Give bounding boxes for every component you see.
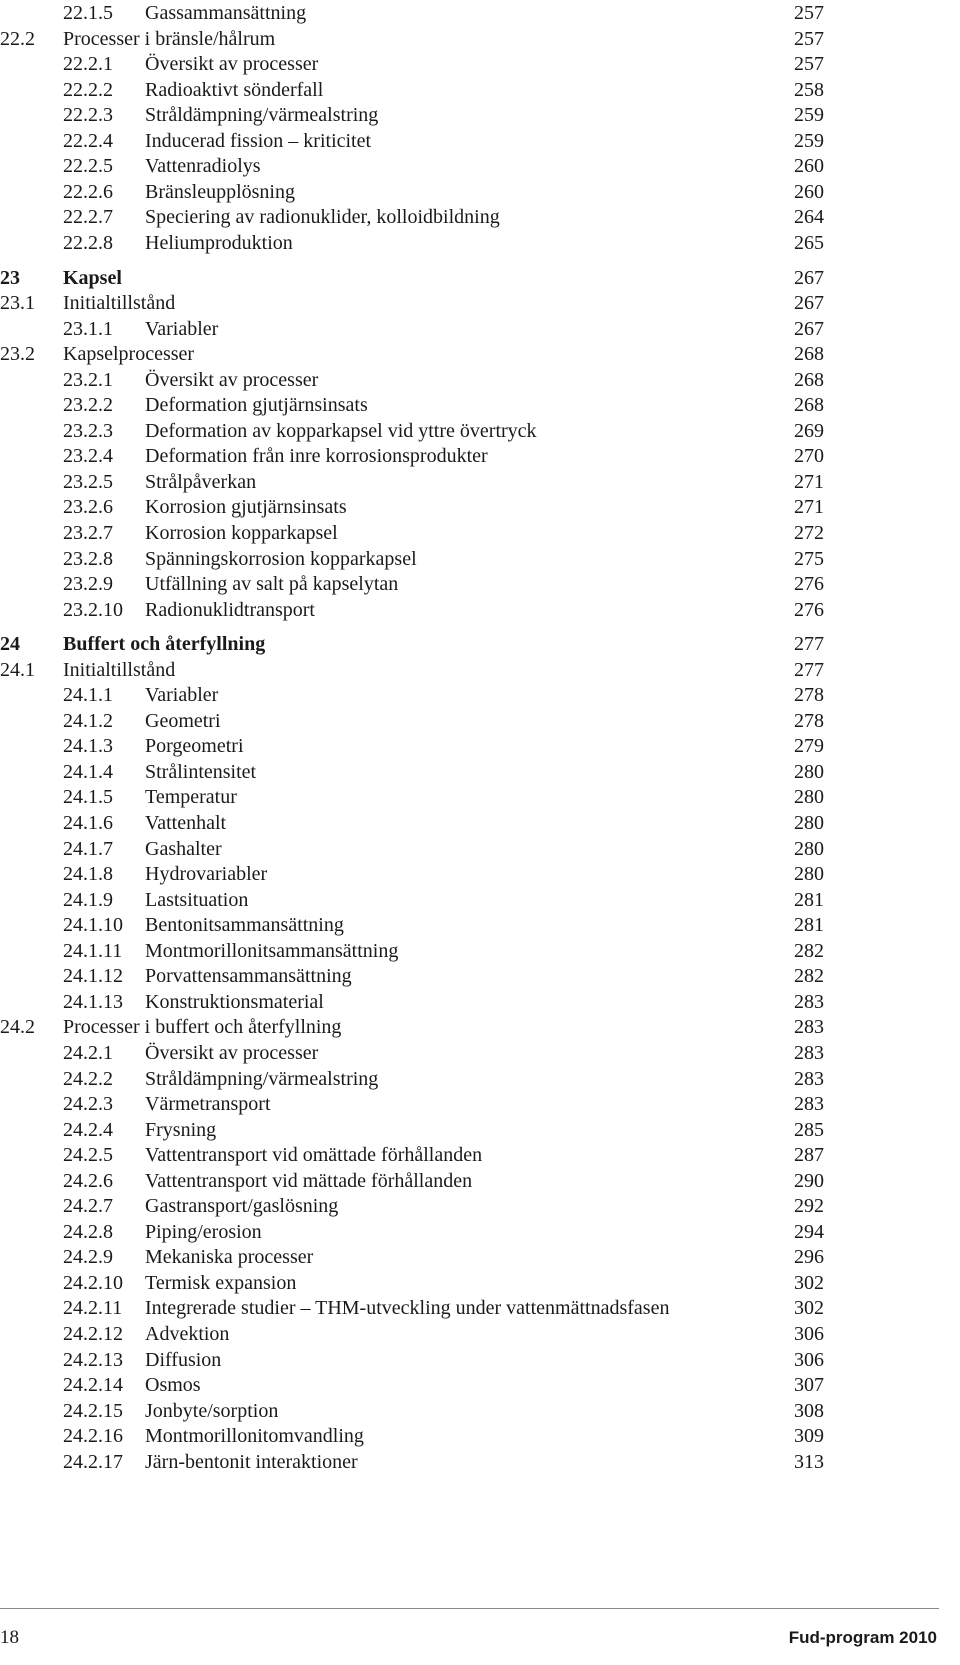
toc-entry-page: 277 bbox=[794, 633, 824, 655]
toc-entry-page: 283 bbox=[794, 991, 824, 1013]
toc-entry-title: Bränsleupplösning bbox=[145, 181, 295, 203]
toc-entry-page: 279 bbox=[794, 735, 824, 757]
toc-entry-number: 24.2.15 bbox=[63, 1400, 123, 1422]
toc-entry-number: 22.2.4 bbox=[63, 130, 113, 152]
toc-entry-title: Inducerad fission – kriticitet bbox=[145, 130, 372, 152]
toc-subsection-entry bbox=[0, 708, 960, 734]
toc-subsection-entry bbox=[0, 51, 960, 77]
toc-section-entry bbox=[0, 1014, 960, 1040]
toc-subsection-entry bbox=[0, 1219, 960, 1245]
toc-subsection-entry bbox=[0, 1117, 960, 1143]
toc-entry-page: 308 bbox=[794, 1400, 824, 1422]
toc-entry-title: Temperatur bbox=[145, 786, 237, 808]
toc-entry-page: 283 bbox=[794, 1093, 824, 1115]
toc-entry-number: 24.1.3 bbox=[63, 735, 113, 757]
toc-entry-page: 271 bbox=[794, 471, 824, 493]
toc-entry-number: 24.2.16 bbox=[63, 1425, 123, 1447]
toc-entry-title: Spänningskorrosion kopparkapsel bbox=[145, 548, 417, 570]
toc-entry-number: 24.2.1 bbox=[63, 1042, 113, 1064]
toc-entry-title: Radionuklidtransport bbox=[145, 599, 315, 621]
toc-subsection-entry bbox=[0, 153, 960, 179]
toc-entry-title: Vattenradiolys bbox=[145, 155, 261, 177]
toc-entry-page: 280 bbox=[794, 838, 824, 860]
toc-subsection-entry bbox=[0, 1372, 960, 1398]
toc-subsection-entry bbox=[0, 443, 960, 469]
toc-entry-number: 24.1.12 bbox=[63, 965, 123, 987]
toc-subsection-entry bbox=[0, 520, 960, 546]
toc-entry-number: 24.2.3 bbox=[63, 1093, 113, 1115]
toc-entry-page: 271 bbox=[794, 496, 824, 518]
toc-entry-number: 24.2.8 bbox=[63, 1221, 113, 1243]
toc-subsection-entry bbox=[0, 682, 960, 708]
toc-entry-number: 22.2.2 bbox=[63, 79, 113, 101]
toc-entry-title: Osmos bbox=[145, 1374, 201, 1396]
toc-subsection-entry bbox=[0, 179, 960, 205]
toc-entry-title: Diffusion bbox=[145, 1349, 222, 1371]
toc-subsection-entry bbox=[0, 316, 960, 342]
toc-entry-page: 307 bbox=[794, 1374, 824, 1396]
toc-entry-number: 23.2.7 bbox=[63, 522, 113, 544]
toc-subsection-entry bbox=[0, 469, 960, 495]
toc-chapter-entry bbox=[0, 631, 960, 657]
toc-entry-page: 267 bbox=[794, 267, 824, 289]
toc-entry-title: Gassammansättning bbox=[145, 2, 307, 24]
toc-subsection-entry bbox=[0, 1040, 960, 1066]
toc-entry-page: 309 bbox=[794, 1425, 824, 1447]
toc-entry-title: Hydrovariabler bbox=[145, 863, 268, 885]
toc-entry-page: 257 bbox=[794, 53, 824, 75]
toc-entry-title: Initialtillstånd bbox=[63, 292, 176, 314]
toc-entry-page: 302 bbox=[794, 1297, 824, 1319]
toc-entry-title: Bentonitsammansättning bbox=[145, 914, 344, 936]
toc-entry-page: 264 bbox=[794, 206, 824, 228]
toc-entry-title: Deformation gjutjärnsinsats bbox=[145, 394, 368, 416]
toc-entry-number: 22.2.5 bbox=[63, 155, 113, 177]
toc-entry-number: 24.2 bbox=[0, 1016, 35, 1038]
toc-entry-number: 23.2.5 bbox=[63, 471, 113, 493]
toc-entry-title: Gashalter bbox=[145, 838, 222, 860]
toc-entry-page: 276 bbox=[794, 599, 824, 621]
toc-entry-page: 283 bbox=[794, 1042, 824, 1064]
toc-entry-title: Speciering av radionuklider, kolloidbildning bbox=[145, 206, 500, 228]
toc-entry-title: Värmetransport bbox=[145, 1093, 271, 1115]
toc-entry-page: 277 bbox=[794, 659, 824, 681]
toc-subsection-entry bbox=[0, 204, 960, 230]
toc-entry-number: 23.2 bbox=[0, 343, 35, 365]
toc-entry-number: 24.2.9 bbox=[63, 1246, 113, 1268]
toc-subsection-entry bbox=[0, 938, 960, 964]
toc-entry-title: Processer i bränsle/hålrum bbox=[63, 28, 276, 50]
toc-entry-page: 267 bbox=[794, 318, 824, 340]
toc-entry-page: 283 bbox=[794, 1016, 824, 1038]
toc-entry-page: 313 bbox=[794, 1451, 824, 1473]
toc-section-entry bbox=[0, 290, 960, 316]
toc-subsection-entry bbox=[0, 1449, 960, 1475]
toc-subsection-entry bbox=[0, 733, 960, 759]
toc-entry-page: 260 bbox=[794, 155, 824, 177]
toc-entry-title: Vattentransport vid omättade förhållanden bbox=[145, 1144, 483, 1166]
toc-entry-page: 257 bbox=[794, 28, 824, 50]
toc-subsection-entry bbox=[0, 1423, 960, 1449]
toc-entry-number: 22.2.7 bbox=[63, 206, 113, 228]
toc-subsection-entry bbox=[0, 418, 960, 444]
toc-entry-number: 22.2.8 bbox=[63, 232, 113, 254]
toc-entry-page: 269 bbox=[794, 420, 824, 442]
toc-entry-title: Gastransport/gaslösning bbox=[145, 1195, 339, 1217]
toc-entry-page: 290 bbox=[794, 1170, 824, 1192]
toc-entry-number: 23.2.1 bbox=[63, 369, 113, 391]
toc-entry-number: 24.1 bbox=[0, 659, 35, 681]
toc-entry-number: 24.1.4 bbox=[63, 761, 113, 783]
toc-subsection-entry bbox=[0, 759, 960, 785]
toc-entry-title: Radioaktivt sönderfall bbox=[145, 79, 324, 101]
toc-entry-page: 282 bbox=[794, 965, 824, 987]
toc-entry-page: 287 bbox=[794, 1144, 824, 1166]
toc-entry-number: 24.2.2 bbox=[63, 1068, 113, 1090]
toc-section-entry bbox=[0, 657, 960, 683]
toc-entry-page: 278 bbox=[794, 684, 824, 706]
toc-subsection-entry bbox=[0, 77, 960, 103]
toc-subsection-entry bbox=[0, 1244, 960, 1270]
toc-entry-number: 24.2.10 bbox=[63, 1272, 123, 1294]
toc-entry-page: 265 bbox=[794, 232, 824, 254]
toc-entry-title: Korrosion gjutjärnsinsats bbox=[145, 496, 347, 518]
toc-entry-title: Mekaniska processer bbox=[145, 1246, 314, 1268]
toc-subsection-entry bbox=[0, 912, 960, 938]
toc-entry-page: 306 bbox=[794, 1349, 824, 1371]
toc-entry-title: Variabler bbox=[145, 684, 219, 706]
toc-entry-title: Strålpåverkan bbox=[145, 471, 257, 493]
toc-subsection-entry bbox=[0, 102, 960, 128]
toc-entry-number: 22.2.3 bbox=[63, 104, 113, 126]
toc-entry-number: 24.2.5 bbox=[63, 1144, 113, 1166]
toc-entry-title: Konstruktionsmaterial bbox=[145, 991, 324, 1013]
toc-entry-page: 283 bbox=[794, 1068, 824, 1090]
toc-entry-page: 281 bbox=[794, 914, 824, 936]
toc-entry-number: 24 bbox=[0, 633, 20, 655]
toc-entry-title: Montmorillonitomvandling bbox=[145, 1425, 364, 1447]
toc-entry-title: Översikt av processer bbox=[145, 1042, 319, 1064]
toc-entry-page: 257 bbox=[794, 2, 824, 24]
toc-entry-number: 24.1.10 bbox=[63, 914, 123, 936]
toc-entry-title: Jonbyte/sorption bbox=[145, 1400, 279, 1422]
toc-entry-number: 23.2.2 bbox=[63, 394, 113, 416]
footer-page-number: 18 bbox=[0, 1627, 19, 1648]
toc-entry-number: 23.2.4 bbox=[63, 445, 113, 467]
toc-subsection-entry bbox=[0, 1270, 960, 1296]
toc-entry-title: Frysning bbox=[145, 1119, 217, 1141]
toc-entry-number: 24.2.14 bbox=[63, 1374, 123, 1396]
toc-subsection-entry bbox=[0, 1193, 960, 1219]
toc-entry-number: 23.2.8 bbox=[63, 548, 113, 570]
toc-entry-title: Stråldämpning/värmealstring bbox=[145, 104, 379, 126]
toc-entry-page: 302 bbox=[794, 1272, 824, 1294]
toc-entry-number: 24.1.7 bbox=[63, 838, 113, 860]
toc-entry-title: Översikt av processer bbox=[145, 369, 319, 391]
toc-entry-title: Processer i buffert och återfyllning bbox=[63, 1016, 342, 1038]
toc-entry-title: Piping/erosion bbox=[145, 1221, 262, 1243]
toc-entry-title: Advektion bbox=[145, 1323, 230, 1345]
toc-entry-title: Lastsituation bbox=[145, 889, 249, 911]
toc-entry-title: Järn-bentonit interaktioner bbox=[145, 1451, 358, 1473]
toc-subsection-entry bbox=[0, 571, 960, 597]
toc-entry-page: 278 bbox=[794, 710, 824, 732]
toc-subsection-entry bbox=[0, 784, 960, 810]
toc-entry-title: Stråldämpning/värmealstring bbox=[145, 1068, 379, 1090]
toc-section-entry bbox=[0, 341, 960, 367]
toc-entry-title: Integrerade studier – THM-utveckling under vattenmättnadsfasen bbox=[145, 1297, 670, 1319]
toc-chapter-entry bbox=[0, 265, 960, 291]
toc-entry-number: 24.1.13 bbox=[63, 991, 123, 1013]
toc-subsection-entry bbox=[0, 810, 960, 836]
toc-entry-page: 280 bbox=[794, 761, 824, 783]
toc-section-entry bbox=[0, 26, 960, 52]
toc-subsection-entry bbox=[0, 546, 960, 572]
footer-publication-title: Fud-program 2010 bbox=[788, 1628, 937, 1647]
toc-subsection-entry bbox=[0, 1347, 960, 1373]
toc-entry-page: 275 bbox=[794, 548, 824, 570]
toc-entry-number: 24.2.12 bbox=[63, 1323, 123, 1345]
toc-subsection-entry bbox=[0, 887, 960, 913]
toc-entry-number: 24.2.4 bbox=[63, 1119, 113, 1141]
toc-entry-number: 23.2.9 bbox=[63, 573, 113, 595]
toc-subsection-entry bbox=[0, 0, 960, 26]
toc-subsection-entry bbox=[0, 1321, 960, 1347]
toc-entry-number: 23.1 bbox=[0, 292, 35, 314]
toc-entry-title: Utfällning av salt på kapselytan bbox=[145, 573, 399, 595]
toc-subsection-entry bbox=[0, 989, 960, 1015]
toc-entry-title: Kapselprocesser bbox=[63, 343, 195, 365]
toc-entry-number: 22.2 bbox=[0, 28, 35, 50]
toc-entry-page: 268 bbox=[794, 343, 824, 365]
toc-entry-title: Buffert och återfyllning bbox=[63, 633, 266, 655]
toc-entry-page: 268 bbox=[794, 394, 824, 416]
toc-entry-page: 296 bbox=[794, 1246, 824, 1268]
toc-entry-number: 24.1.8 bbox=[63, 863, 113, 885]
toc-subsection-entry bbox=[0, 392, 960, 418]
toc-entry-title: Strålintensitet bbox=[145, 761, 257, 783]
toc-entry-title: Deformation av kopparkapsel vid yttre övertryck bbox=[145, 420, 537, 442]
toc-entry-page: 282 bbox=[794, 940, 824, 962]
toc-entry-page: 259 bbox=[794, 130, 824, 152]
toc-subsection-entry bbox=[0, 367, 960, 393]
toc-entry-title: Porgeometri bbox=[145, 735, 244, 757]
toc-subsection-entry bbox=[0, 494, 960, 520]
toc-subsection-entry bbox=[0, 1295, 960, 1321]
toc-entry-number: 24.1.9 bbox=[63, 889, 113, 911]
toc-subsection-entry bbox=[0, 836, 960, 862]
toc-subsection-entry bbox=[0, 963, 960, 989]
toc-entry-number: 22.2.1 bbox=[63, 53, 113, 75]
toc-entry-page: 259 bbox=[794, 104, 824, 126]
toc-entry-title: Variabler bbox=[145, 318, 219, 340]
toc-entry-title: Kapsel bbox=[63, 267, 122, 289]
toc-entry-page: 285 bbox=[794, 1119, 824, 1141]
toc-entry-page: 270 bbox=[794, 445, 824, 467]
toc-entry-number: 23.2.10 bbox=[63, 599, 123, 621]
toc-subsection-entry bbox=[0, 128, 960, 154]
toc-entry-title: Heliumproduktion bbox=[145, 232, 293, 254]
toc-subsection-entry bbox=[0, 1168, 960, 1194]
toc-entry-number: 23.2.6 bbox=[63, 496, 113, 518]
toc-entry-title: Geometri bbox=[145, 710, 221, 732]
toc-subsection-entry bbox=[0, 230, 960, 256]
toc-entry-page: 280 bbox=[794, 863, 824, 885]
toc-entry-number: 24.2.7 bbox=[63, 1195, 113, 1217]
toc-entry-number: 23.1.1 bbox=[63, 318, 113, 340]
toc-subsection-entry bbox=[0, 1142, 960, 1168]
toc-entry-number: 24.1.2 bbox=[63, 710, 113, 732]
toc-entry-title: Korrosion kopparkapsel bbox=[145, 522, 338, 544]
toc-subsection-entry bbox=[0, 597, 960, 623]
toc-subsection-entry bbox=[0, 1091, 960, 1117]
toc-entry-page: 272 bbox=[794, 522, 824, 544]
toc-entry-number: 24.2.6 bbox=[63, 1170, 113, 1192]
toc-entry-title: Deformation från inre korrosionsprodukter bbox=[145, 445, 488, 467]
toc-entry-page: 292 bbox=[794, 1195, 824, 1217]
toc-entry-title: Porvattensammansättning bbox=[145, 965, 352, 987]
toc-entry-page: 258 bbox=[794, 79, 824, 101]
toc-entry-page: 268 bbox=[794, 369, 824, 391]
toc-entry-number: 24.2.11 bbox=[63, 1297, 123, 1319]
toc-entry-page: 276 bbox=[794, 573, 824, 595]
toc-entry-page: 267 bbox=[794, 292, 824, 314]
toc-entry-number: 23.2.3 bbox=[63, 420, 113, 442]
toc-entry-title: Initialtillstånd bbox=[63, 659, 176, 681]
toc-entry-page: 280 bbox=[794, 812, 824, 834]
toc-entry-number: 22.2.6 bbox=[63, 181, 113, 203]
toc-entry-page: 260 bbox=[794, 181, 824, 203]
toc-entry-title: Översikt av processer bbox=[145, 53, 319, 75]
toc-subsection-entry bbox=[0, 1066, 960, 1092]
toc-entry-number: 24.1.6 bbox=[63, 812, 113, 834]
footer-divider bbox=[0, 1608, 939, 1609]
toc-entry-page: 294 bbox=[794, 1221, 824, 1243]
toc-entry-number: 24.2.17 bbox=[63, 1451, 123, 1473]
toc-entry-title: Montmorillonitsammansättning bbox=[145, 940, 399, 962]
toc-subsection-entry bbox=[0, 1398, 960, 1424]
toc-entry-title: Vattentransport vid mättade förhållanden bbox=[145, 1170, 473, 1192]
toc-entry-number: 22.1.5 bbox=[63, 2, 113, 24]
toc-entry-page: 306 bbox=[794, 1323, 824, 1345]
toc-entry-title: Termisk expansion bbox=[145, 1272, 297, 1294]
toc-entry-page: 280 bbox=[794, 786, 824, 808]
toc-entry-number: 24.1.1 bbox=[63, 684, 113, 706]
toc-entry-title: Vattenhalt bbox=[145, 812, 227, 834]
toc-entry-number: 24.2.13 bbox=[63, 1349, 123, 1371]
toc-entry-page: 281 bbox=[794, 889, 824, 911]
toc-entry-number: 24.1.11 bbox=[63, 940, 123, 962]
toc-entry-number: 23 bbox=[0, 267, 20, 289]
toc-entry-number: 24.1.5 bbox=[63, 786, 113, 808]
toc-subsection-entry bbox=[0, 861, 960, 887]
